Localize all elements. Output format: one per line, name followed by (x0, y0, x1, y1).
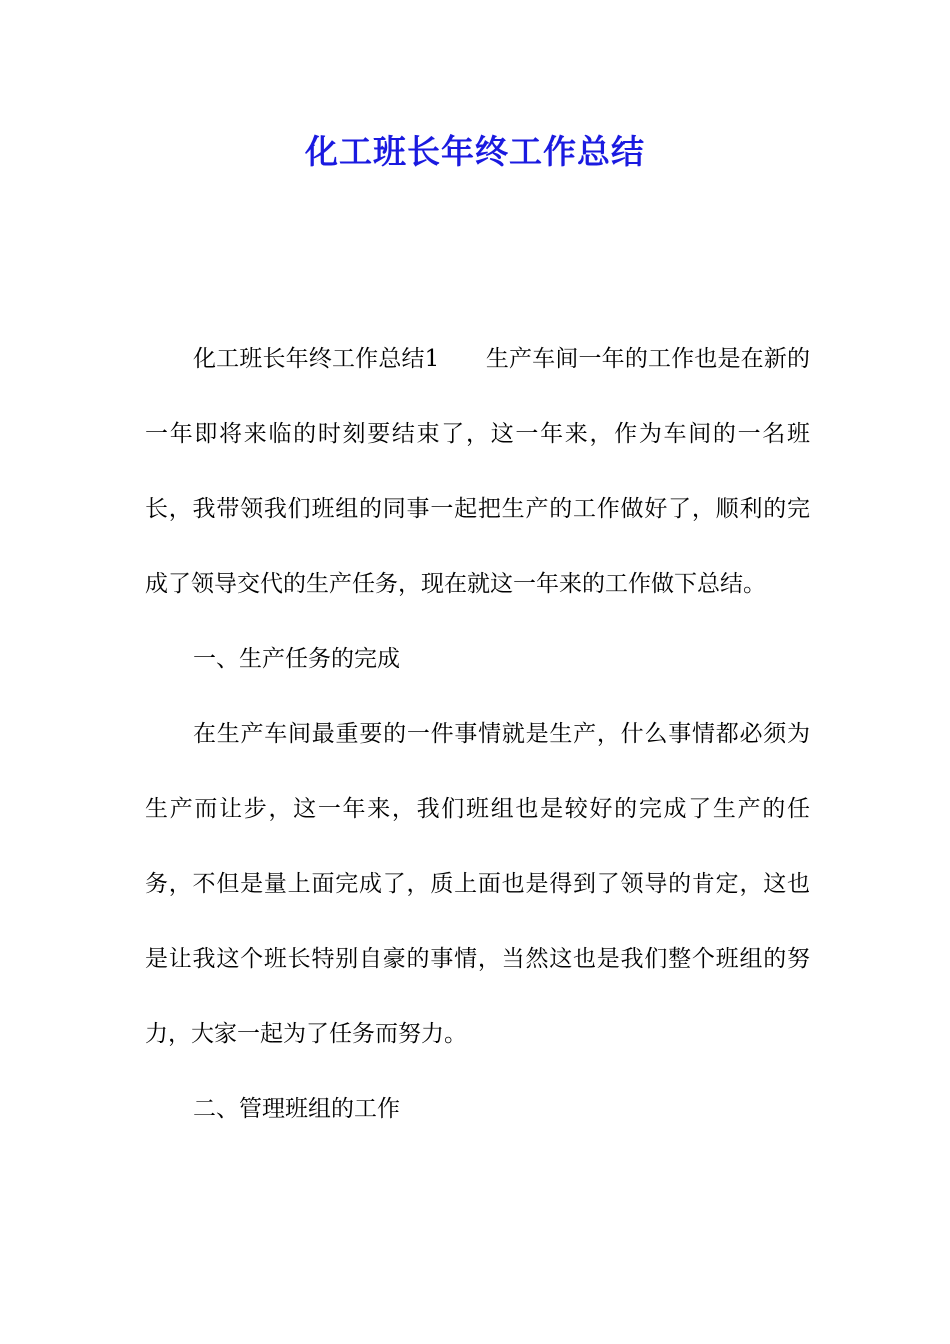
section-heading-1: 一、生产任务的完成 (193, 646, 400, 672)
intro-paragraph: 化工班长年终工作总结1 生产车间一年的工作也是在新的一年即将来临的时刻要结束了，这一年来，作为车间的一名班长，我带领我们班组的同事一起把生产的工作做好了，顺利的完成了领导交代的生产任务，现在就这一年来的工作做下总结。 (145, 346, 810, 597)
document-body (145, 322, 810, 1147)
document-title: 化工班长年终工作总结 (305, 132, 645, 171)
section-heading-2: 二、管理班组的工作 (193, 1096, 400, 1122)
section-1-paragraph: 在生产车间最重要的一件事情就是生产，什么事情都必须为生产而让步，这一年来，我们班组也是较好的完成了生产的任务，不但是量上面完成了，质上面也是得到了领导的肯定，这也是让我这个班长特别自豪的事情，当然这也是我们整个班组的努力，大家一起为了任务而努力。 (145, 721, 810, 1047)
